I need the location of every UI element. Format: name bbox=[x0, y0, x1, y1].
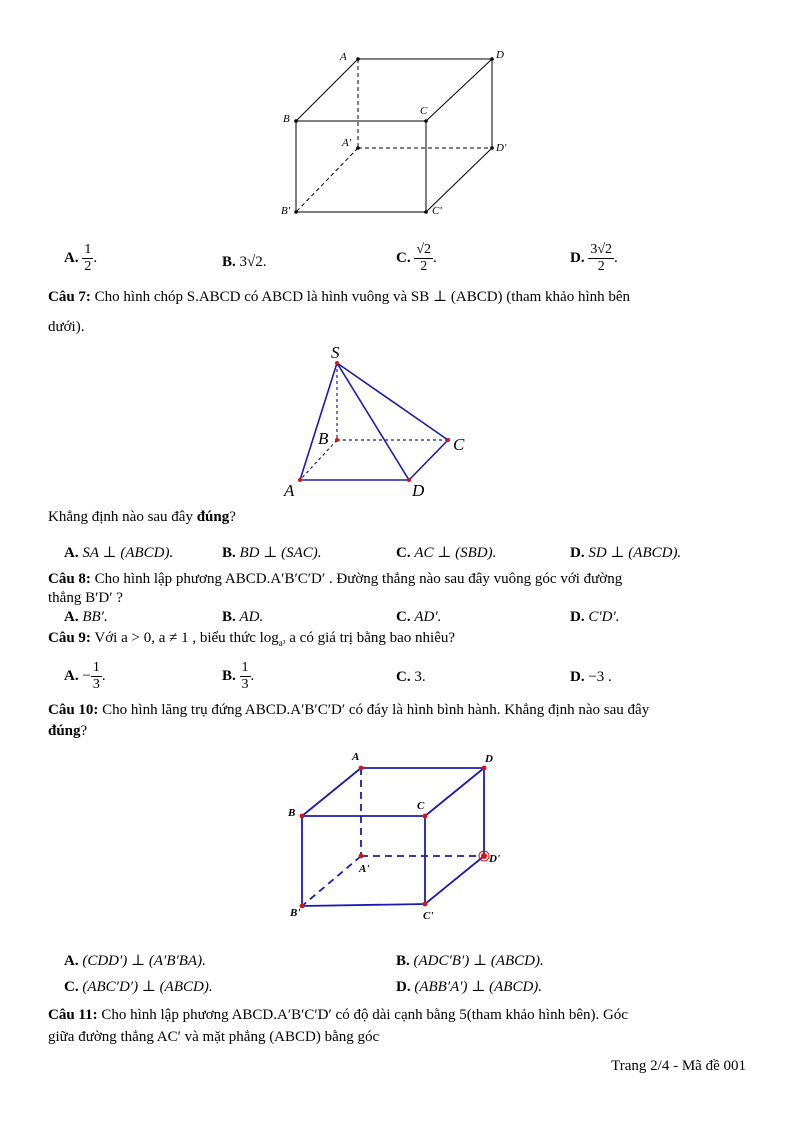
figure-cube-1 bbox=[270, 44, 520, 224]
fig1-label: A' bbox=[342, 137, 352, 149]
fig1-label: B bbox=[283, 113, 290, 125]
fig1-label: C' bbox=[432, 205, 442, 217]
fig2-label: A bbox=[284, 481, 295, 500]
q7-option-a[interactable]: A. SA ⊥ (ABCD). bbox=[64, 545, 174, 561]
question-11: Câu 11: Cho hình lập phương ABCD.A′B′C′D′ có độ dài cạnh bằng 5(tham khảo hình bên). Góc giữa đường thẳng AC′ và mặt phẳng (ABCD) bằng góc bbox=[48, 1007, 628, 1045]
fig3-label: D bbox=[485, 753, 493, 765]
fig3-label: B bbox=[288, 807, 296, 819]
q10-option-a[interactable]: A. (CDD′) ⊥ (A′B′BA). bbox=[64, 953, 206, 969]
q8-option-a[interactable]: A. BB′. bbox=[64, 609, 108, 625]
fig3-label: A' bbox=[359, 863, 370, 875]
fig3-label: A bbox=[352, 751, 360, 763]
fig3-label: C' bbox=[423, 910, 434, 922]
question-10: Câu 10: Cho hình lăng trụ đứng ABCD.A′B′C′D′ có đáy là hình bình hành. Khẳng định nào sau đây đúng? bbox=[48, 702, 650, 739]
fig3-label: C bbox=[417, 800, 425, 812]
fig1-label: D bbox=[496, 49, 504, 61]
fig3-label: D' bbox=[489, 853, 500, 865]
q10-option-d[interactable]: D. (ABB′A′) ⊥ (ABCD). bbox=[396, 979, 543, 995]
q9-option-d[interactable]: D. −3 . bbox=[570, 669, 612, 685]
q7-option-c[interactable]: C. AC ⊥ (SBD). bbox=[396, 545, 497, 561]
fig1-label: D' bbox=[496, 142, 507, 154]
fig1-label: A bbox=[340, 51, 347, 63]
q6-option-a[interactable]: A. $\frac{1}{2}$ . bbox=[64, 242, 98, 274]
question-7: Câu 7: Cho hình chóp S.ABCD có ABCD là hình vuông và SB ⊥ (ABCD) (tham khảo hình bên dưới). bbox=[48, 289, 631, 335]
q6-option-c[interactable]: C. $\frac{√2}{2}$ . bbox=[396, 242, 437, 274]
q9-option-a[interactable]: A. − $\frac{1}{3}$ . bbox=[64, 660, 106, 692]
q10-option-b[interactable]: B. (ADC′B′) ⊥ (ABCD). bbox=[396, 953, 544, 969]
fig2-label: B bbox=[318, 429, 329, 448]
q8-option-b[interactable]: B. AD. bbox=[222, 609, 264, 625]
fig3-label: B' bbox=[290, 907, 301, 919]
q7-option-b[interactable]: B. BD ⊥ (SAC). bbox=[222, 545, 322, 561]
page-footer: Trang 2/4 - Mã đề 001 bbox=[611, 1058, 746, 1074]
fig1-label: B' bbox=[281, 205, 291, 217]
fig2-label: S bbox=[331, 343, 340, 362]
q9-option-b[interactable]: B. $\frac{1}{3}$ . bbox=[222, 660, 255, 692]
q10-option-c[interactable]: C. (ABC′D′) ⊥ (ABCD). bbox=[64, 979, 213, 995]
figure-prism bbox=[280, 748, 520, 928]
fig2-label: C bbox=[453, 435, 465, 454]
q9-option-c[interactable]: C. 3. bbox=[396, 669, 426, 685]
fig2-label: D bbox=[412, 481, 425, 500]
figure-pyramid bbox=[276, 340, 486, 500]
question-8: Câu 8: Cho hình lập phương ABCD.A′B′C′D′ . Đường thẳng nào sau đây vuông góc với đường thẳng B′D′ ? bbox=[48, 571, 623, 606]
q6-option-b[interactable]: B. 3√2. bbox=[222, 254, 267, 270]
question-7-prompt: Khẳng định nào sau đây đúng? bbox=[48, 509, 236, 525]
q6-option-d[interactable]: D. $\frac{3√2}{2}$ . bbox=[570, 242, 618, 274]
q7-option-d[interactable]: D. SD ⊥ (ABCD). bbox=[570, 545, 682, 561]
fig1-label: C bbox=[420, 105, 428, 117]
q8-option-d[interactable]: D. C′D′. bbox=[570, 609, 620, 625]
q8-option-c[interactable]: C. AD′. bbox=[396, 609, 442, 625]
question-9: Câu 9: Với a > 0, a ≠ 1 , biểu thức $\log_{a^3} a$ có giá trị bằng bao nhiêu? bbox=[48, 630, 456, 648]
